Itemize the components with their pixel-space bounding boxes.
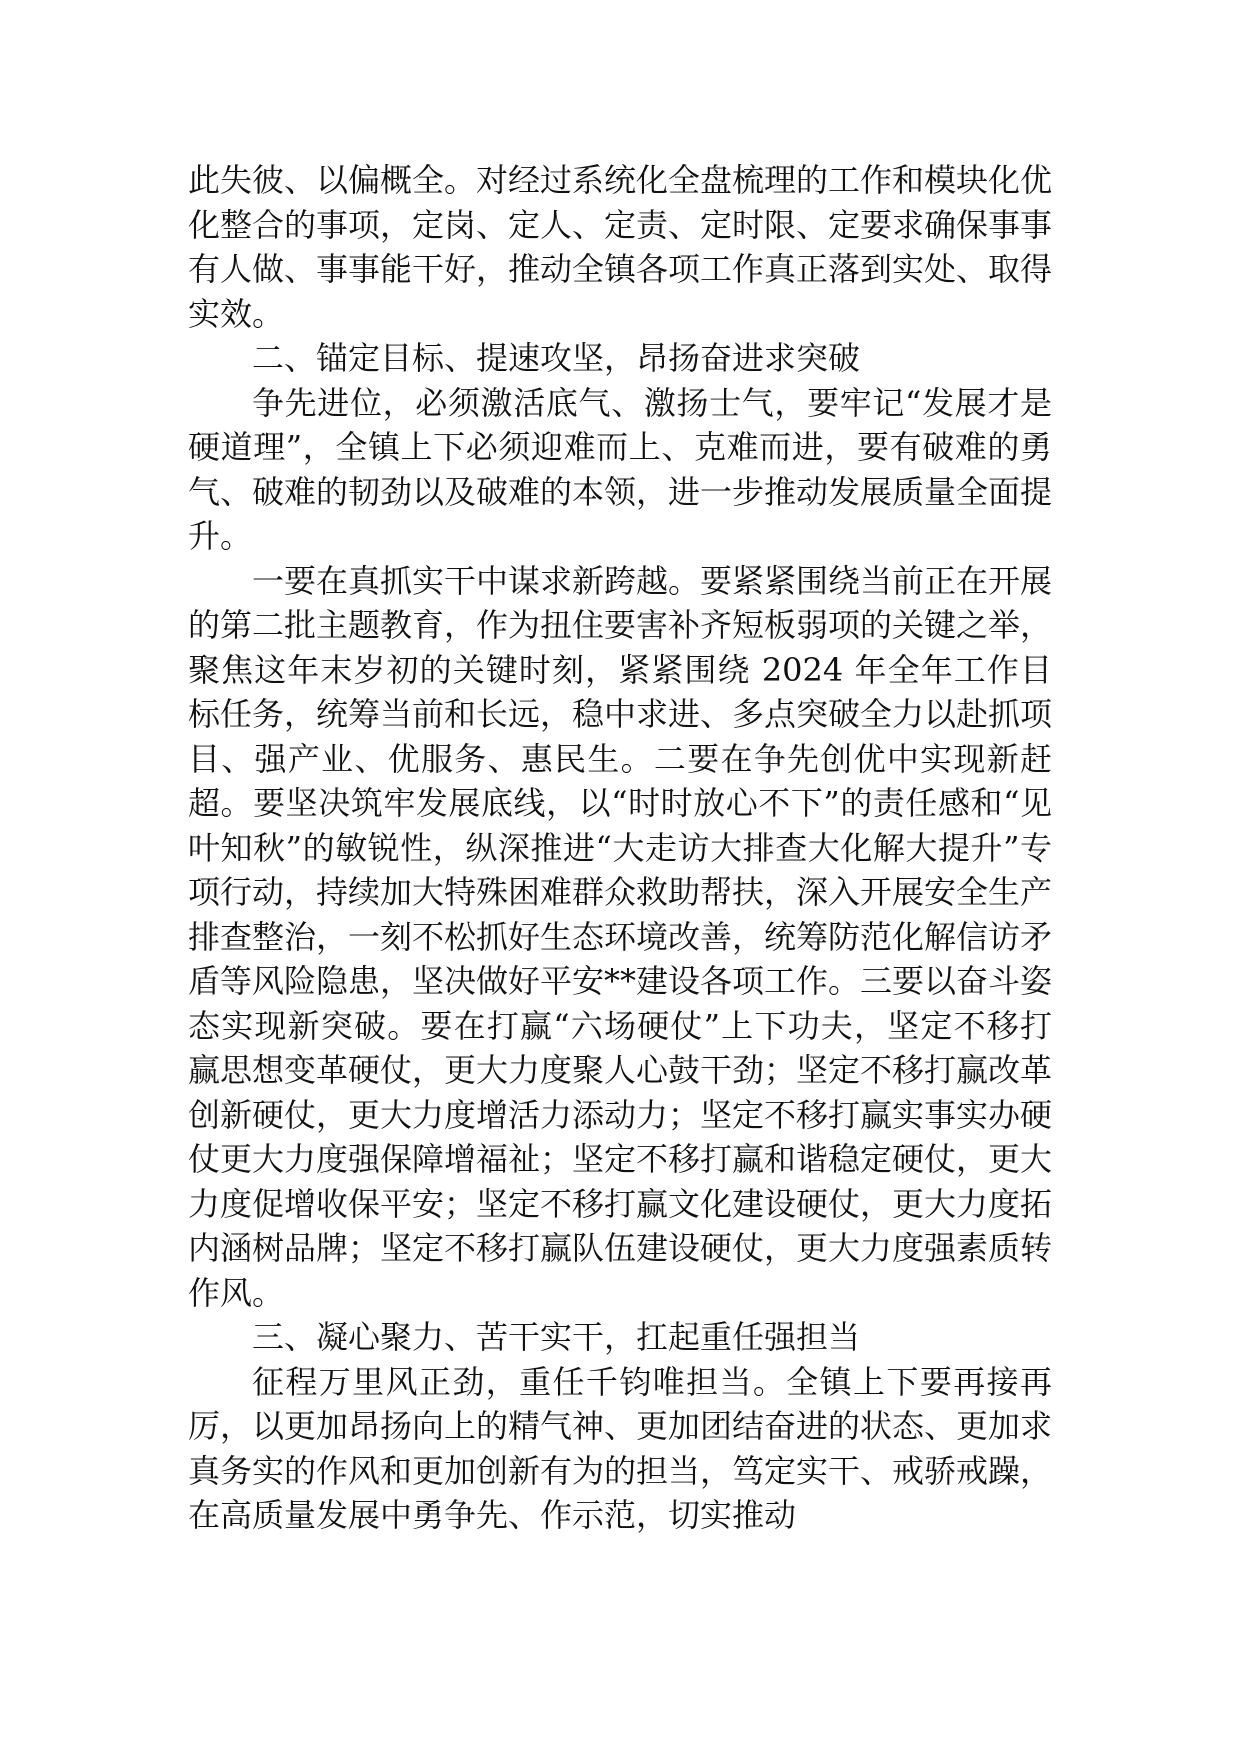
section-heading-2: 二、锚定目标、提速攻坚，昂扬奋进求突破 [252, 339, 861, 377]
paragraph-section3-intro: 征程万里风正劲，重任千钧唯担当。全镇上下要再接再厉，以更加昂扬向上的精气神、更加团结奋进的状态、更加求真务实的作风和更加创新有为的担当，笃定实干、戒骄戒躁，在高质量发展中勇争先、作示范，切实推动 [188, 1362, 1053, 1534]
paragraph-continuation: 此失彼、以偏概全。对经过系统化全盘梳理的工作和模块化优化整合的事项，定岗、定人、定责、定时限、定要求确保事事有人做、事事能干好，推动全镇各项工作真正落到实处、取得实效。 [188, 161, 1053, 333]
document-page [188, 158, 1052, 1538]
section-heading-3: 三、凝心聚力、苦干实干，扛起重任强担当 [252, 1318, 861, 1356]
paragraph-section2-body: 一要在真抓实干中谋求新跨越。要紧紧围绕当前正在开展的第二批主题教育，作为扭住要害补齐短板弱项的关键之举，聚焦这年末岁初的关键时刻，紧紧围绕 2024 年全年工作目标任务，统筹当前和长远，稳中求进、多点突破全力以赴抓项目、强产业、优服务、惠民生。二要在争先创优中实现新赶超。要坚决筑牢发展底线，以“时时放心不下”的责任感和“见叶知秋”的敏锐性，纵深推进“大走访大排查大化解大提升”专项行动，持续加大特殊困难群众救助帮扶，深入开展安全生产排查整治，一刻不松抓好生态环境改善，统筹防范化解信访矛盾等风险隐患，坚决做好平安**建设各项工作。三要以奋斗姿态实现新突破。要在打赢“六场硬仗”上下功夫，坚定不移打赢思想变革硬仗，更大力度聚人心鼓干劲；坚定不移打赢改革创新硬仗，更大力度增活力添动力；坚定不移打赢实事实办硬仗更大力度强保障增福祉；坚定不移打赢和谐稳定硬仗，更大力度促增收保平安；坚定不移打赢文化建设硬仗，更大力度拓内涵树品牌；坚定不移打赢队伍建设硬仗，更大力度强素质转作风。 [188, 561, 1053, 1312]
paragraph-section2-intro: 争先进位，必须激活底气、激扬士气，要牢记“发展才是硬道理”，全镇上下必须迎难而上、克难而进，要有破难的勇气、破难的韧劲以及破难的本领，进一步推动发展质量全面提升。 [188, 383, 1053, 555]
